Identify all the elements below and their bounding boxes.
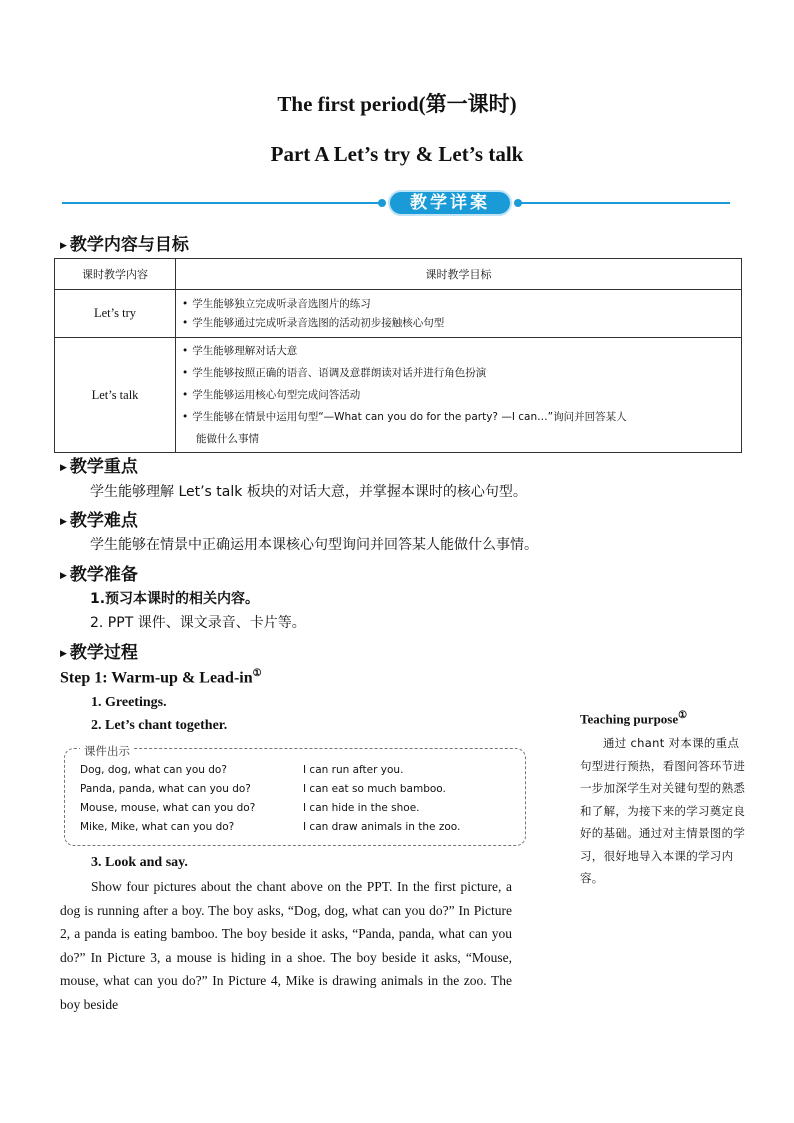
triangle-icon: ▶ <box>60 463 67 473</box>
table-row <box>55 290 742 338</box>
goal-item-continued: 能做什么事情 <box>196 433 259 445</box>
preparation-item-2: 2. PPT 课件、课文录音、卡片等。 <box>90 615 306 631</box>
preparation-item-1: 1.预习本课时的相关内容。 <box>90 591 260 607</box>
goals-heading: ▶ 教学内容与目标 <box>60 235 189 255</box>
step-item-chant: 2. Let’s chant together. <box>91 718 228 733</box>
goal-item: • 学生能够理解对话大意 <box>182 340 735 362</box>
triangle-icon: ▶ <box>60 649 67 659</box>
chant-answer: I can draw animals in the zoo. <box>303 821 461 833</box>
table-header-row <box>55 259 742 290</box>
section-banner <box>62 190 730 216</box>
goal-item: • 学生能够按照正确的语音、语调及意群朗读对话并进行角色扮演 <box>182 362 735 384</box>
row-goals <box>176 290 742 338</box>
step-1-title: Step 1: Warm-up & Lead-in① <box>60 668 262 687</box>
teaching-purpose-title: Teaching purpose① <box>580 710 688 727</box>
chant-question: Dog, dog, what can you do? <box>80 764 227 776</box>
preparation-heading: ▶ 教学准备 <box>60 565 138 585</box>
footnote-marker: ① <box>678 710 688 721</box>
chant-question: Panda, panda, what can you do? <box>80 783 251 795</box>
chant-answer: I can run after you. <box>303 764 404 776</box>
key-points-heading: ▶ 教学重点 <box>60 457 138 477</box>
chant-box-label: 课件出示 <box>80 743 134 759</box>
process-heading: ▶ 教学过程 <box>60 643 138 663</box>
triangle-icon: ▶ <box>60 241 67 251</box>
step-body-text: Show four pictures about the chant above on the PPT. In the first picture, a dog is running after a boy. The boy asks, “Dog, dog, what can you do?” In Picture 2, a panda is eating bamboo. The boy beside it asks, “Panda, panda, what can you do?” In Picture 3, a mouse is hiding in a shoe. The boy beside it asks, “Mouse, mouse, what can you do?” In Picture 4, Mike is drawing animals in the zoo. The boy beside <box>60 879 512 1012</box>
goals-table <box>54 258 742 453</box>
step-item-greetings: 1. Greetings. <box>91 695 167 710</box>
chant-answer: I can eat so much bamboo. <box>303 783 446 795</box>
goal-item: • 学生能够运用核心句型完成问答活动 <box>182 384 735 406</box>
banner-label: 教学详案 <box>388 190 512 216</box>
col-header-content: 课时教学内容 <box>55 259 176 290</box>
key-points-text: 学生能够理解 Let’s talk 板块的对话大意，并掌握本课时的核心句型。 <box>90 484 527 500</box>
difficulties-text: 学生能够在情景中正确运用本课核心句型询问并回答某人能做什么事情。 <box>90 537 538 553</box>
chant-question: Mike, Mike, what can you do? <box>80 821 235 833</box>
chant-question: Mouse, mouse, what can you do? <box>80 802 256 814</box>
step-item-look-and-say: 3. Look and say. <box>91 855 188 870</box>
triangle-icon: ▶ <box>60 571 67 581</box>
triangle-icon: ▶ <box>60 517 67 527</box>
teaching-purpose-text: 通过 chant 对本课的重点句型进行预热，看图问答环节进一步加深学生对关键句型的熟悉和了解，为接下来的学习奠定良好的基础。通过对主情景图的学习，很好地导入本课的学习内容。 <box>580 736 746 885</box>
difficulties-heading: ▶ 教学难点 <box>60 511 138 531</box>
table-row <box>55 338 742 453</box>
chant-answer: I can hide in the shoe. <box>303 802 420 814</box>
goal-item: • 学生能够独立完成听录音选图片的练习 <box>182 295 735 314</box>
footnote-marker: ① <box>252 668 262 679</box>
page-title: The first period(第一课时) <box>277 92 517 116</box>
page-subtitle: Part A Let’s try & Let’s talk <box>270 142 524 166</box>
row-content: Let’s talk <box>55 338 176 453</box>
row-content: Let’s try <box>55 290 176 338</box>
goal-item: • 学生能够通过完成听录音选图的活动初步接触核心句型 <box>182 314 735 333</box>
goal-item: • 学生能够在情景中运用句型“—What can you do for the party? —I can…”询问并回答某人 <box>182 406 735 428</box>
row-goals <box>176 338 742 453</box>
col-header-goals: 课时教学目标 <box>176 259 742 290</box>
